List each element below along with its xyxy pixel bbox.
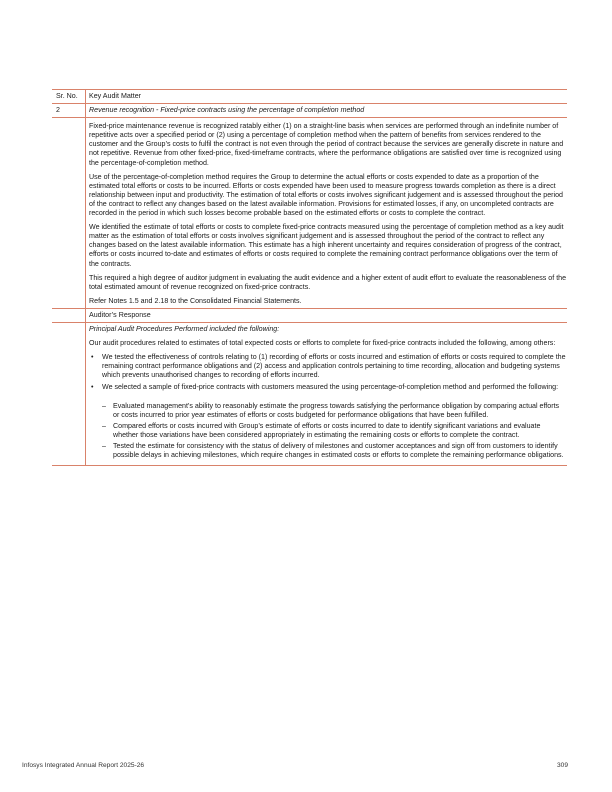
response-row: [52, 323, 567, 466]
list-item-text: We selected a sample of fixed-price contracts with customers measured the using percentage-of-completion method and performed the following:: [102, 383, 559, 392]
matter-paragraph: Use of the percentage-of-completion method requires the Group to determine the actual efforts or costs expended to date as a proportion of the estimated total efforts or costs to be incurred. Efforts or costs expended have been used to measure progress towards completion as there is a direct relationship between input and productivity. The estimation of total efforts or costs involves significant judgement and is assessed throughout the period of the contract to reflect any changes based on the latest available information. Provisions for estimated losses, if any, on uncompleted contracts are recorded in the period in which such losses become probable based on the estimated efforts or costs to complete the contract.: [89, 172, 563, 218]
sub-procedures-list: [102, 402, 567, 461]
matter-body: [86, 118, 567, 308]
matter-paragraph: We identified the estimate of total efforts or costs to complete fixed-price contracts measured using the percentage of completion method as a key audit matter as the estimation of total efforts or costs involves significant judgement and is assessed throughout the period of the contract to reflect any changes based on the latest available information. This estimate has a high inherent uncertainty and requires consideration of progress of the contract, efforts or costs incurred to-date and estimates of efforts or costs required to complete the remaining contract performance obligations over the term of the contracts.: [89, 223, 564, 268]
table-header-row: [52, 89, 567, 104]
page-number: 309: [556, 762, 568, 769]
procedures-list: [89, 353, 567, 460]
sub-list-item: – Tested the estimate for consistency with the status of delivery of milestones and customer acceptances and sign off from customers to identify possible delays in achieving milestones, which require changes in estimated costs or efforts to complete the remaining performance obligations.: [102, 442, 567, 460]
response-header-row: [52, 309, 567, 323]
response-intro: Our audit procedures related to estimates of total expected costs or efforts to complete for fixed-price contracts included the following, among others:: [89, 339, 556, 348]
page-footer: [22, 762, 568, 769]
list-item: [89, 383, 567, 460]
response-body: [86, 323, 567, 465]
sub-list-item: – Evaluated management’s ability to reasonably estimate the progress towards satisfying the performance obligation by comparing actual efforts or costs incurred to prior year estimates of efforts or costs budgeted for performance obligations that have been fulfilled.: [102, 402, 567, 420]
matter-title: Revenue recognition - Fixed-price contracts using the percentage of completion method: [89, 106, 365, 115]
sr-no-header: Sr. No.: [52, 90, 86, 103]
key-audit-matter-header: Key Audit Matter: [89, 92, 142, 100]
notes-reference: Refer Notes 1.5 and 2.18 to the Consolidated Financial Statements.: [89, 296, 302, 305]
key-audit-matters-table: [52, 89, 567, 466]
auditors-response-header: Auditor’s Response: [89, 310, 151, 319]
response-title: Principal Audit Procedures Performed included the following:: [89, 324, 280, 333]
matter-row: [52, 104, 567, 118]
serial-number: 2: [52, 104, 86, 117]
list-item: • We tested the effectiveness of controls relating to (1) recording of efforts or costs incurred and estimation of efforts or costs required to complete the remaining contract performance obligations and (2) access and application controls pertaining to time recording, allocation and budgeting systems which prevents unauthorised changes to recording of efforts incurred.: [89, 353, 567, 380]
matter-cell: [86, 104, 567, 117]
matter-paragraph: Fixed-price maintenance revenue is recognized ratably either (1) on a straight-line basis when services are performed through an indefinite number of repetitive acts over a specified period or (2) using a percentage of completion method when the pattern of benefits from services rendered to the customer and the Group’s costs to fulfil the contract is not even through the period of contract because the services are generally discrete in nature and not repetitive. Revenue from other fixed-price, fixed-timeframe contracts, where the performance obligations are satisfied over time is recognized using the percentage-of-completion method.: [89, 122, 564, 167]
matter-paragraph: This required a high degree of auditor judgment in evaluating the audit evidence and a higher extent of audit effort to evaluate the reasonableness of the total estimated amount of revenue recognized on fixed-price contracts.: [89, 273, 567, 291]
report-title: Infosys Integrated Annual Report 2025-26: [22, 762, 145, 769]
matter-body-row: [52, 118, 567, 309]
sub-list-item: – Compared efforts or costs incurred with Group’s estimate of efforts or costs incurred to date to identify significant variations and evaluate whether those variations have been considered appropriately in estimating the remaining costs or efforts to complete the contract.: [102, 422, 567, 440]
